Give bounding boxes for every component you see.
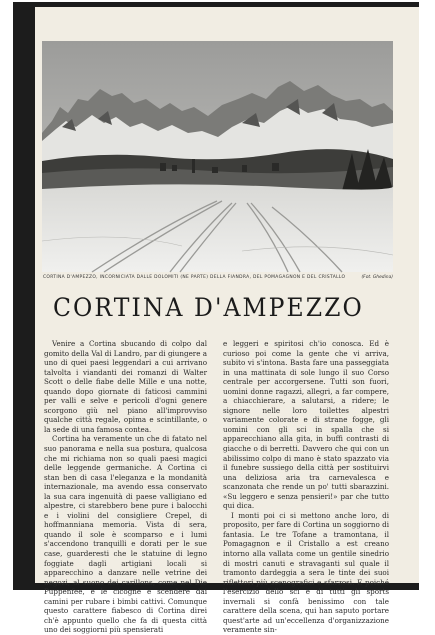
cortina-landscape-photo: [42, 41, 393, 272]
paragraph: I monti poi ci si mettono anche loro, di proposito, per fare di Cortina un soggiorno di fantasia. Le tre Tofane a tramontana, il Pomagagnon e il Cristallo a est creano intorno alla vallata come un gentile sinedrio di mostri canuti e stravaganti sul quale il tramonto dardeggia a sera le tinte dei suoi riflettori più scenografici e sfarzosi. E poiché l'esercizio dello sci e di tutti gli sports invernali si confà benissimo con tale carattere della scena, qui han saputo portare quest'arte ad un'eccellenza d'organizzazione veramente sin-: [223, 510, 389, 635]
caption-text: CORTINA D'AMPEZZO, INCORNICIATA DALLE DOLOMITI (NE PARTE) DELLA FIANDRA, DEL POMAGAGNON E DEL CRISTALLO: [43, 275, 346, 280]
photo-caption: [43, 275, 393, 280]
photo-credit: (Fot. Ghedina): [361, 275, 393, 280]
article-title: CORTINA D'AMPEZZO: [53, 293, 364, 322]
paragraph: Venire a Cortina sbucando di colpo dal gomito della Val di Landro, par di giungere a uno di quei paesi leggendari a cui arrivano talvolta i viandanti dei romanzi di Walter Scott o delle fiabe delle Mille e una notte, quando dopo giornate di faticosi cammini per valli e selve e pericoli d'ogni genere scorgono giù nel piano all'improvviso qualche città regale, opima e scintillante, o la sede di una famosa contea.: [44, 339, 207, 434]
magazine-page: [35, 7, 419, 635]
paragraph: Cortina ha veramente un che di fatato nel suo panorama e nella sua postura, qualcosa che mi richiama non so quali paesi magici delle leggende germaniche. A Cortina ci stan ben di casa l'eleganza e la mondanità internazionale, ma avendo essa conservato la sua cara ingenuità di paese valligiano ed alpestre, ci starebbero bene pure i balocchi e i violini del consigliere Crepel, di hoffmanniana memoria. Vista di sera, quando il sole è scomparso e i lumi s'accendono tranquilli e dorati per le sue case, guarderesti che le statuine di legno foggiate dagli artigiani locali si apparecchino a danzare nelle vetrine dei negozi, al suono dei carillons, come nel Die Puppenfee, e le cicogne e scendere dai camini per rubare i bimbi cattivi. Comunque questo carattere fiabesco di Cortina direi ch'è appunto quello che fa di questa città uno dei soggiorni più spensierati: [44, 434, 207, 635]
article-column-right: [223, 339, 389, 635]
article-column-left: [44, 339, 207, 635]
paragraph: e leggeri e spiritosi ch'io conosca. Ed è curioso poi come la gente che vi arriva, subito vi s'intona. Basta fare una passeggiata in una mattinata di sole lungo il suo Corso centrale per accorgersene. Tutti son fuori, uomini donne ragazzi, allegri, a far compere, a chiacchierare, a salutarsi, a ridere; le signore nelle loro toilettes alpestri variamente colorate e di strane fogge, gli uomini con gli sci in spalla che si apparecchiano alla gita, in buffi contrasti di giacche o di berretti. Davvero che qui con un abilissimo colpo di mano è stato spazzato via il funebre sussiego della città per sostituirvi una deliziosa aria tra carnevalesca e scanzonata che rende un po' tutti sbarazzini. «Su leggero e senza pensieri!» par che tutto qui dica.: [223, 339, 389, 511]
